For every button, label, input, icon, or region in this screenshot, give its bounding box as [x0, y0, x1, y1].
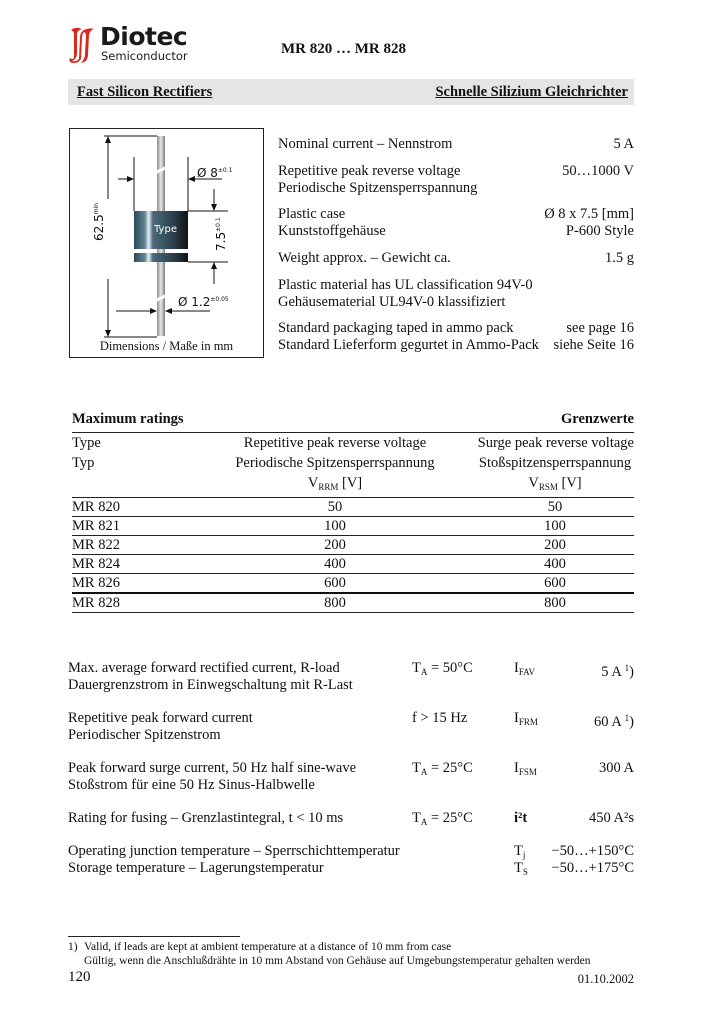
- diotec-logo-icon: [68, 26, 96, 64]
- document-date: 01.10.2002: [577, 972, 634, 986]
- col-vrsm-symbol: $V_{RSM}$ [V]: [528, 475, 582, 492]
- spec-nominal-current: Nominal current – Nennstrom 5 A: [278, 136, 634, 152]
- ratings-title-de: Grenzwerte: [561, 411, 634, 427]
- param-repetitive-peak-forward-current: Repetitive peak forward current f > 15 Hz $I_{FRM}$ 60 A $^1$) Periodischer Spitzenstrom: [68, 710, 634, 743]
- param-temperatures: [68, 843, 634, 877]
- brand-subtitle: Semiconductor: [101, 49, 188, 63]
- dim-lead-diameter: Ø $1.2^{\pm 0.05}$: [178, 295, 229, 309]
- footnote-divider: [68, 936, 240, 937]
- dim-length: $62.5^{min}$: [92, 202, 106, 241]
- brand-name: Diotec: [100, 22, 188, 51]
- footnote: 1) Valid, if leads are kept at ambient temperature at a distance of 10 mm from case Gültig, wenn die Anschlußdrähte in 10 mm Abstand von Gehäuse auf Umgebungstemperatur gehalten werden: [68, 941, 591, 967]
- col-type-en: Type: [72, 435, 101, 451]
- col-vrsm-de: Stoßspitzensperrspannung: [478, 455, 632, 471]
- table-row: MR 826 600 600: [72, 574, 634, 594]
- figure-caption: Dimensions / Maße in mm: [99, 339, 234, 353]
- param-average-forward-current: Max. average forward rectified current, R-load $T_A = 50^\circ C$ $I_{FAV}$ 5 A $^1$) Dauergrenzstrom in Einwegschaltung mit R-Last: [68, 660, 634, 693]
- spec-ul-classification: Plastic material has UL classification 94V-0 Gehäusematerial UL94V-0 klassifiziert: [278, 277, 533, 310]
- table-row: MR 821 100 100: [72, 517, 634, 536]
- diode-outline-icon: [70, 129, 262, 356]
- spec-plastic-case: Plastic case Ø 8 x 7.5 [mm] Kunststoffgehäuse P-600 Style: [278, 206, 634, 239]
- banner-title-de: Schnelle Silizium Gleichrichter: [435, 84, 628, 100]
- spec-packaging: Standard packaging taped in ammo pack see page 16 Standard Lieferform gegurtet in Ammo-Pack siehe Seite 16: [278, 320, 634, 353]
- body-type-label: Type: [154, 224, 177, 235]
- col-vrrm-en: Repetitive peak reverse voltage: [243, 435, 427, 451]
- page-number: 120: [68, 969, 91, 985]
- dim-height: $7.5^{\pm 0.1}$: [214, 217, 228, 251]
- param-rating-for-fusing: Rating for fusing – Grenzlastintegral, t < 10 ms $T_A = 25^\circ C$ i²t 450 A²s: [68, 810, 634, 827]
- table-row: MR 828 800 800: [72, 593, 634, 613]
- ratings-title-en: Maximum ratings: [72, 411, 184, 427]
- maximum-ratings-table: [72, 411, 634, 613]
- temp-storage: Storage temperature – Lagerungstemperatur $T_S$ −50…+175°C: [68, 860, 634, 877]
- table-row: MR 820 50 50: [72, 498, 634, 517]
- spec-weight: Weight approx. – Gewicht ca. 1.5 g: [278, 250, 634, 266]
- col-vrrm-de: Periodische Spitzensperrspannung: [235, 455, 435, 471]
- col-type-de: Typ: [72, 455, 95, 471]
- table-row: MR 822 200 200: [72, 536, 634, 555]
- table-row: MR 824 400 400: [72, 555, 634, 574]
- banner-title-en: Fast Silicon Rectifiers: [77, 84, 213, 100]
- dimension-drawing: [69, 128, 264, 358]
- param-peak-surge-current: Peak forward surge current, 50 Hz half sine-wave $T_A = 25^\circ C$ $I_{FSM}$ 300 A Stoßstrom für eine 50 Hz Sinus-Halbwelle: [68, 760, 634, 793]
- temp-junction: Operating junction temperature – Sperrschichttemperatur $T_j$ −50…+150°C: [68, 843, 634, 860]
- spec-reverse-voltage: Repetitive peak reverse voltage 50…1000 V Periodische Spitzensperrspannung: [278, 163, 634, 196]
- col-vrrm-symbol: $V_{RRM}$ [V]: [307, 475, 363, 492]
- col-vrsm-en: Surge peak reverse voltage: [477, 435, 634, 451]
- document-title: MR 820 … MR 828: [281, 41, 406, 57]
- dim-diameter: Ø $8^{\pm 0.1}$: [197, 166, 233, 180]
